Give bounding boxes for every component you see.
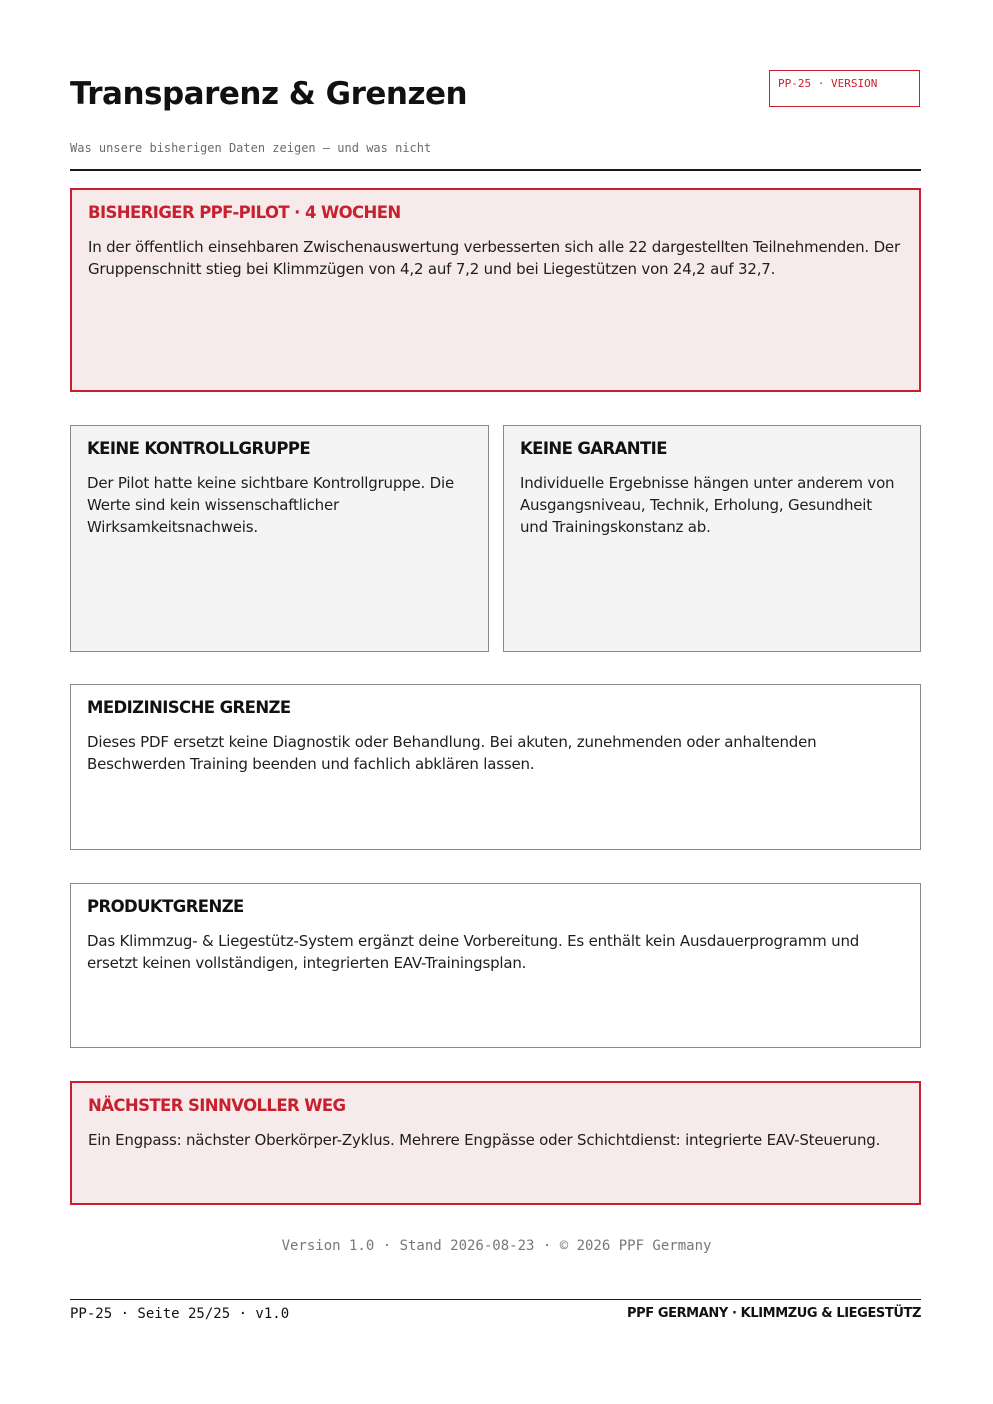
pilot-results-card [70, 188, 921, 392]
card-body: Ein Engpass: nächster Oberkörper-Zyklus. Mehrere Engpässe oder Schichtdienst: integrierte EAV-Steuerung. [88, 1131, 881, 1149]
footer-divider [70, 1299, 921, 1300]
footer-brand: PPF GERMANY · KLIMMZUG & LIEGESTÜTZ [626, 1306, 921, 1321]
card-title: PRODUKTGRENZE [87, 897, 244, 916]
page-title: Transparenz & Grenzen [70, 76, 468, 112]
card-body: Das Klimmzug- & Liegestütz-System ergänzt deine Vorbereitung. Es enthält kein Ausdauerprogramm und ersetzt keinen vollständigen, integrierten EAV-Trainingsplan. [87, 932, 860, 972]
card-title: KEINE KONTROLLGRUPPE [87, 439, 311, 458]
product-limit-card [70, 883, 921, 1048]
card-body: Der Pilot hatte keine sichtbare Kontrollgruppe. Die Werte sind kein wissenschaftlicher Wirksamkeitsnachweis. [87, 474, 455, 536]
medical-limit-card [70, 684, 921, 850]
card-title: MEDIZINISCHE GRENZE [87, 698, 291, 717]
header-divider [70, 169, 921, 171]
card-title: NÄCHSTER SINNVOLLER WEG [88, 1096, 346, 1115]
card-body: Dieses PDF ersetzt keine Diagnostik oder Behandlung. Bei akuten, zunehmenden oder anhaltenden Beschwerden Training beenden und fachlich abklären lassen. [87, 733, 817, 773]
card-body: Individuelle Ergebnisse hängen unter anderem von Ausgangsniveau, Technik, Erholung, Gesundheit und Trainingskonstanz ab. [520, 474, 895, 536]
card-body: In der öffentlich einsehbaren Zwischenauswertung verbesserten sich alle 22 dargestellten Teilnehmenden. Der Gruppenschnitt stieg bei Klimmzügen von 4,2 auf 7,2 und bei Liegestützen von 24,2 auf 32,7. [88, 238, 900, 278]
version-info: Version 1.0 · Stand 2026-08-23 · © 2026 PPF Germany [281, 1238, 712, 1254]
next-step-card [70, 1081, 921, 1205]
no-control-group-card [70, 425, 489, 652]
no-guarantee-card [503, 425, 921, 652]
card-title: BISHERIGER PPF-PILOT · 4 WOCHEN [88, 203, 401, 222]
card-title: KEINE GARANTIE [520, 439, 667, 458]
version-tag: PP-25 · VERSION [769, 70, 920, 107]
page-subtitle: Was unsere bisherigen Daten zeigen — und was nicht [70, 141, 432, 155]
footer-page-info: PP-25 · Seite 25/25 · v1.0 [70, 1306, 290, 1322]
